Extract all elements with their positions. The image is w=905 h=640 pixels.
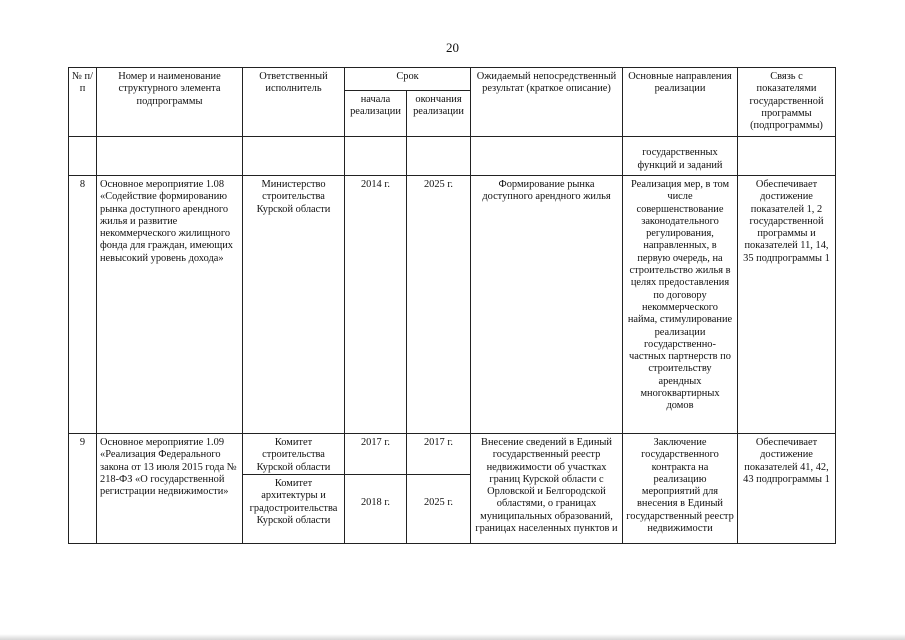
header-row: [69, 68, 836, 91]
header-name: Номер и наименование структурного элемента подпрограммы: [97, 68, 243, 137]
header-term: Срок: [345, 68, 471, 91]
cont-responsible: [243, 137, 345, 176]
header-num: № п/п: [69, 68, 97, 137]
table-row-9: [69, 434, 836, 544]
continuation-row: [69, 137, 836, 176]
cont-start: [345, 137, 407, 176]
row8-link: Обеспечивает достижение показателей 1, 2 государственной программы и показателей 11, 14, 35 подпрограммы 1: [738, 176, 836, 434]
row8-directions: Реализация мер, в том числе совершенствование законодательного регулирования, направленных, в первую очередь, на строительство жилья в целях предоставления по договору некоммерческого найма, стимулирование реализации государственно-частных партнерств по строительству арендных многоквартирных домов: [623, 176, 738, 434]
row8-name: Основное мероприятие 1.08 «Содействие формированию рынка доступного арендного жилья и развитие некоммерческого жилищного фонда для граждан, имеющих невысокий уровень дохода»: [97, 176, 243, 434]
row9-start: [345, 434, 407, 544]
cont-directions: государственных функций и заданий: [623, 137, 738, 176]
row9-end-a: 2017 г.: [407, 434, 470, 475]
row9-directions: Заключение государственного контракта на реализацию мероприятий для внесения в Единый государственный реестр недвижимости: [623, 434, 738, 544]
row9-link: Обеспечивает достижение показателей 41, 42, 43 подпрограммы 1: [738, 434, 836, 544]
cont-num: [69, 137, 97, 176]
row8-result: Формирование рынка доступного арендного жилья: [471, 176, 623, 434]
header-start: начала реализации: [345, 91, 407, 137]
row9-end: [407, 434, 471, 544]
row9-name: Основное мероприятие 1.09 «Реализация Федерального закона от 13 июля 2015 года № 218-ФЗ «О государственной регистрации недвижимости»: [97, 434, 243, 544]
row8-num: 8: [69, 176, 97, 434]
header-link: Связь с показателями государственной программы (подпрограммы): [738, 68, 836, 137]
row9-responsible: [243, 434, 345, 544]
cont-name: [97, 137, 243, 176]
table-row-8: [69, 176, 836, 434]
row8-start: 2014 г.: [345, 176, 407, 434]
cont-result: [471, 137, 623, 176]
cont-link: [738, 137, 836, 176]
row9-num: 9: [69, 434, 97, 544]
row9-responsible-b: Комитет архитектуры и градостроительства Курской области: [249, 478, 338, 526]
header-result: Ожидаемый непосредственный результат (краткое описание): [471, 68, 623, 137]
header-responsible: Ответственный исполнитель: [243, 68, 345, 137]
cont-end: [407, 137, 471, 176]
row9-responsible-a: Комитет строительства Курской области: [243, 434, 344, 475]
scan-edge-shadow: [0, 634, 905, 640]
header-end: окончания реализации: [407, 91, 471, 137]
header-directions: Основные направления реализации: [623, 68, 738, 137]
row8-responsible: Министерство строительства Курской области: [243, 176, 345, 434]
row8-end: 2025 г.: [407, 176, 471, 434]
row9-result: Внесение сведений в Единый государственный реестр недвижимости об участках границ Курской области с Орловской и Белгородской областями, о границах муниципальных образований, границах населенных пунктов и: [471, 434, 623, 544]
row9-end-b: 2025 г.: [423, 497, 454, 508]
program-table: [68, 67, 836, 544]
row9-start-b: 2018 г.: [360, 497, 391, 508]
row9-start-a: 2017 г.: [345, 434, 406, 475]
page-number: 20: [446, 40, 459, 55]
